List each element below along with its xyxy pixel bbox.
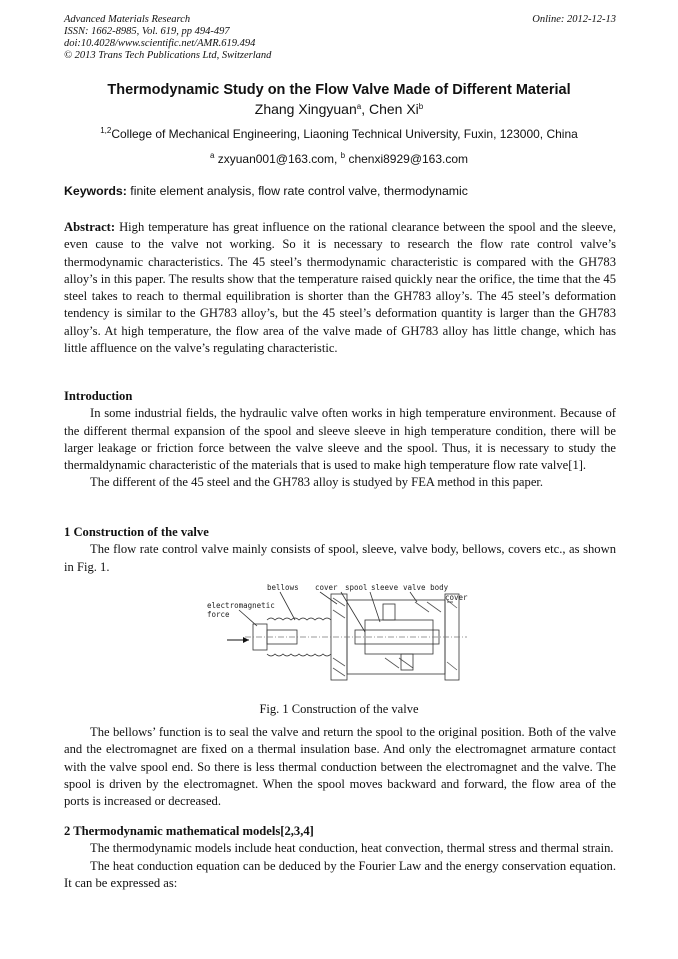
email-address: zxyuan001@163.com,: [214, 152, 341, 166]
email-address: chenxi8929@163.com: [345, 152, 469, 166]
author-line: [0, 101, 678, 117]
figure-label: bellows: [267, 583, 299, 592]
affiliation: [0, 127, 678, 141]
section-heading: 2 Thermodynamic mathematical models[2,3,4]: [64, 824, 314, 838]
keywords-text: finite element analysis, flow rate control valve, thermodynamic: [126, 184, 468, 198]
paragraph: The bellows’ function is to seal the valve and return the spool to the original position. Both of the valve and the electromagnet are fixed on a thermal insulation base. And only the electromagnet armature contact with the valve spool end. So there is less thermal conduction between the electromagnet and the valve. The spool is driven by the electromagnet. When the spool moves backward and forward, the flow area of the ports is increased or decreased.: [64, 725, 616, 809]
author-superscript: b: [418, 102, 424, 111]
online-date: Online: 2012-12-13: [532, 14, 616, 25]
section-1: [64, 524, 616, 576]
author-name: Zhang Xingyuan: [254, 101, 357, 117]
paragraph: The different of the 45 steel and the GH783 alloy is studyed by FEA method in this paper.: [90, 475, 544, 490]
section-heading: Introduction: [64, 389, 133, 403]
page-header: [64, 14, 616, 62]
keywords: [64, 184, 616, 198]
port-top: [383, 604, 395, 620]
author-separator: ,: [361, 101, 369, 117]
affiliation-superscript: 1,2: [100, 126, 112, 135]
figure-label: force: [207, 610, 230, 619]
doi-line: doi:10.4028/www.scientific.net/AMR.619.494: [64, 38, 256, 49]
paragraph: The heat conduction equation can be deduced by the Fourier Law and the energy conservation equation. It can be expressed as:: [64, 858, 616, 890]
section-1-continued: [64, 724, 616, 810]
author-superscript: a: [356, 102, 362, 111]
port-bottom: [401, 654, 413, 670]
figure-label: electromagnetic: [207, 601, 275, 610]
author-name: Chen Xi: [368, 101, 419, 117]
figure-label: valve body: [403, 583, 449, 592]
figure-label: spool: [345, 583, 368, 592]
paragraph: The thermodynamic models include heat conduction, heat convection, thermal stress and thermal strain.: [90, 841, 614, 856]
paper-title: Thermodynamic Study on the Flow Valve Made of Different Material: [107, 82, 571, 98]
valve-construction-figure: [205, 580, 470, 690]
email-line: [0, 152, 678, 166]
abstract-text: High temperature has great influence on the rational clearance between the spool and the sleeve, even cause to the valve not working. So it is necessary to research the flow rate control valve’s thermodynamic characteristics. The 45 steel’s thermodynamic characteristic is compared with the GH783 alloy’s in this paper. The results show that the temperature raised quickly near the orifice, the time that the 45 steel takes to reach to thermal equilibration is shorter than the GH783 alloy’s. The 45 steel’s deformation tendency is similar to the GH783 alloy’s, but the 45 steel’s deformation quantity is larger than the GH783 alloy’s. At high temperature, the flow area of the valve made of GH783 alloy has little change, which has little affluence on the valve’s regulating characteristic.: [64, 220, 616, 356]
figure-label: cover: [445, 593, 468, 602]
abstract-label: Abstract:: [64, 220, 116, 234]
paragraph: The flow rate control valve mainly consists of spool, sleeve, valve body, bellows, covers etc., as shown in Fig. 1.: [64, 542, 616, 574]
arrow-head-icon: [243, 637, 249, 643]
bellows-bottom: [267, 654, 331, 656]
introduction-section: [64, 388, 616, 492]
section-heading: 1 Construction of the valve: [64, 525, 209, 539]
keywords-label: Keywords:: [64, 184, 127, 198]
figure-label: cover: [315, 583, 338, 592]
bellows-top: [267, 618, 331, 620]
issn-line: ISSN: 1662-8985, Vol. 619, pp 494-497: [64, 26, 230, 37]
email-superscript: b: [340, 151, 346, 160]
figure-caption: Fig. 1 Construction of the valve: [259, 702, 419, 716]
copyright-line: © 2013 Trans Tech Publications Ltd, Switzerland: [64, 50, 272, 61]
figure-label: sleeve: [371, 583, 399, 592]
affiliation-text: College of Mechanical Engineering, Liaoning Technical University, Fuxin, 123000, China: [111, 127, 578, 141]
paragraph: In some industrial fields, the hydraulic valve often works in high temperature environment. Because of the different thermal expansion of the spool and sleeve sleeve in high temperature condition, there will be larger leakage or friction force between the valve sleeve and the spool. Thus, it is necessary to study the thermaldynamic characteristic of the materials that is used to make high temperature flow rate valve[1].: [64, 406, 616, 473]
section-2: [64, 823, 616, 892]
journal-name: Advanced Materials Research: [64, 14, 191, 25]
email-superscript: a: [209, 151, 215, 160]
abstract: [64, 219, 616, 357]
